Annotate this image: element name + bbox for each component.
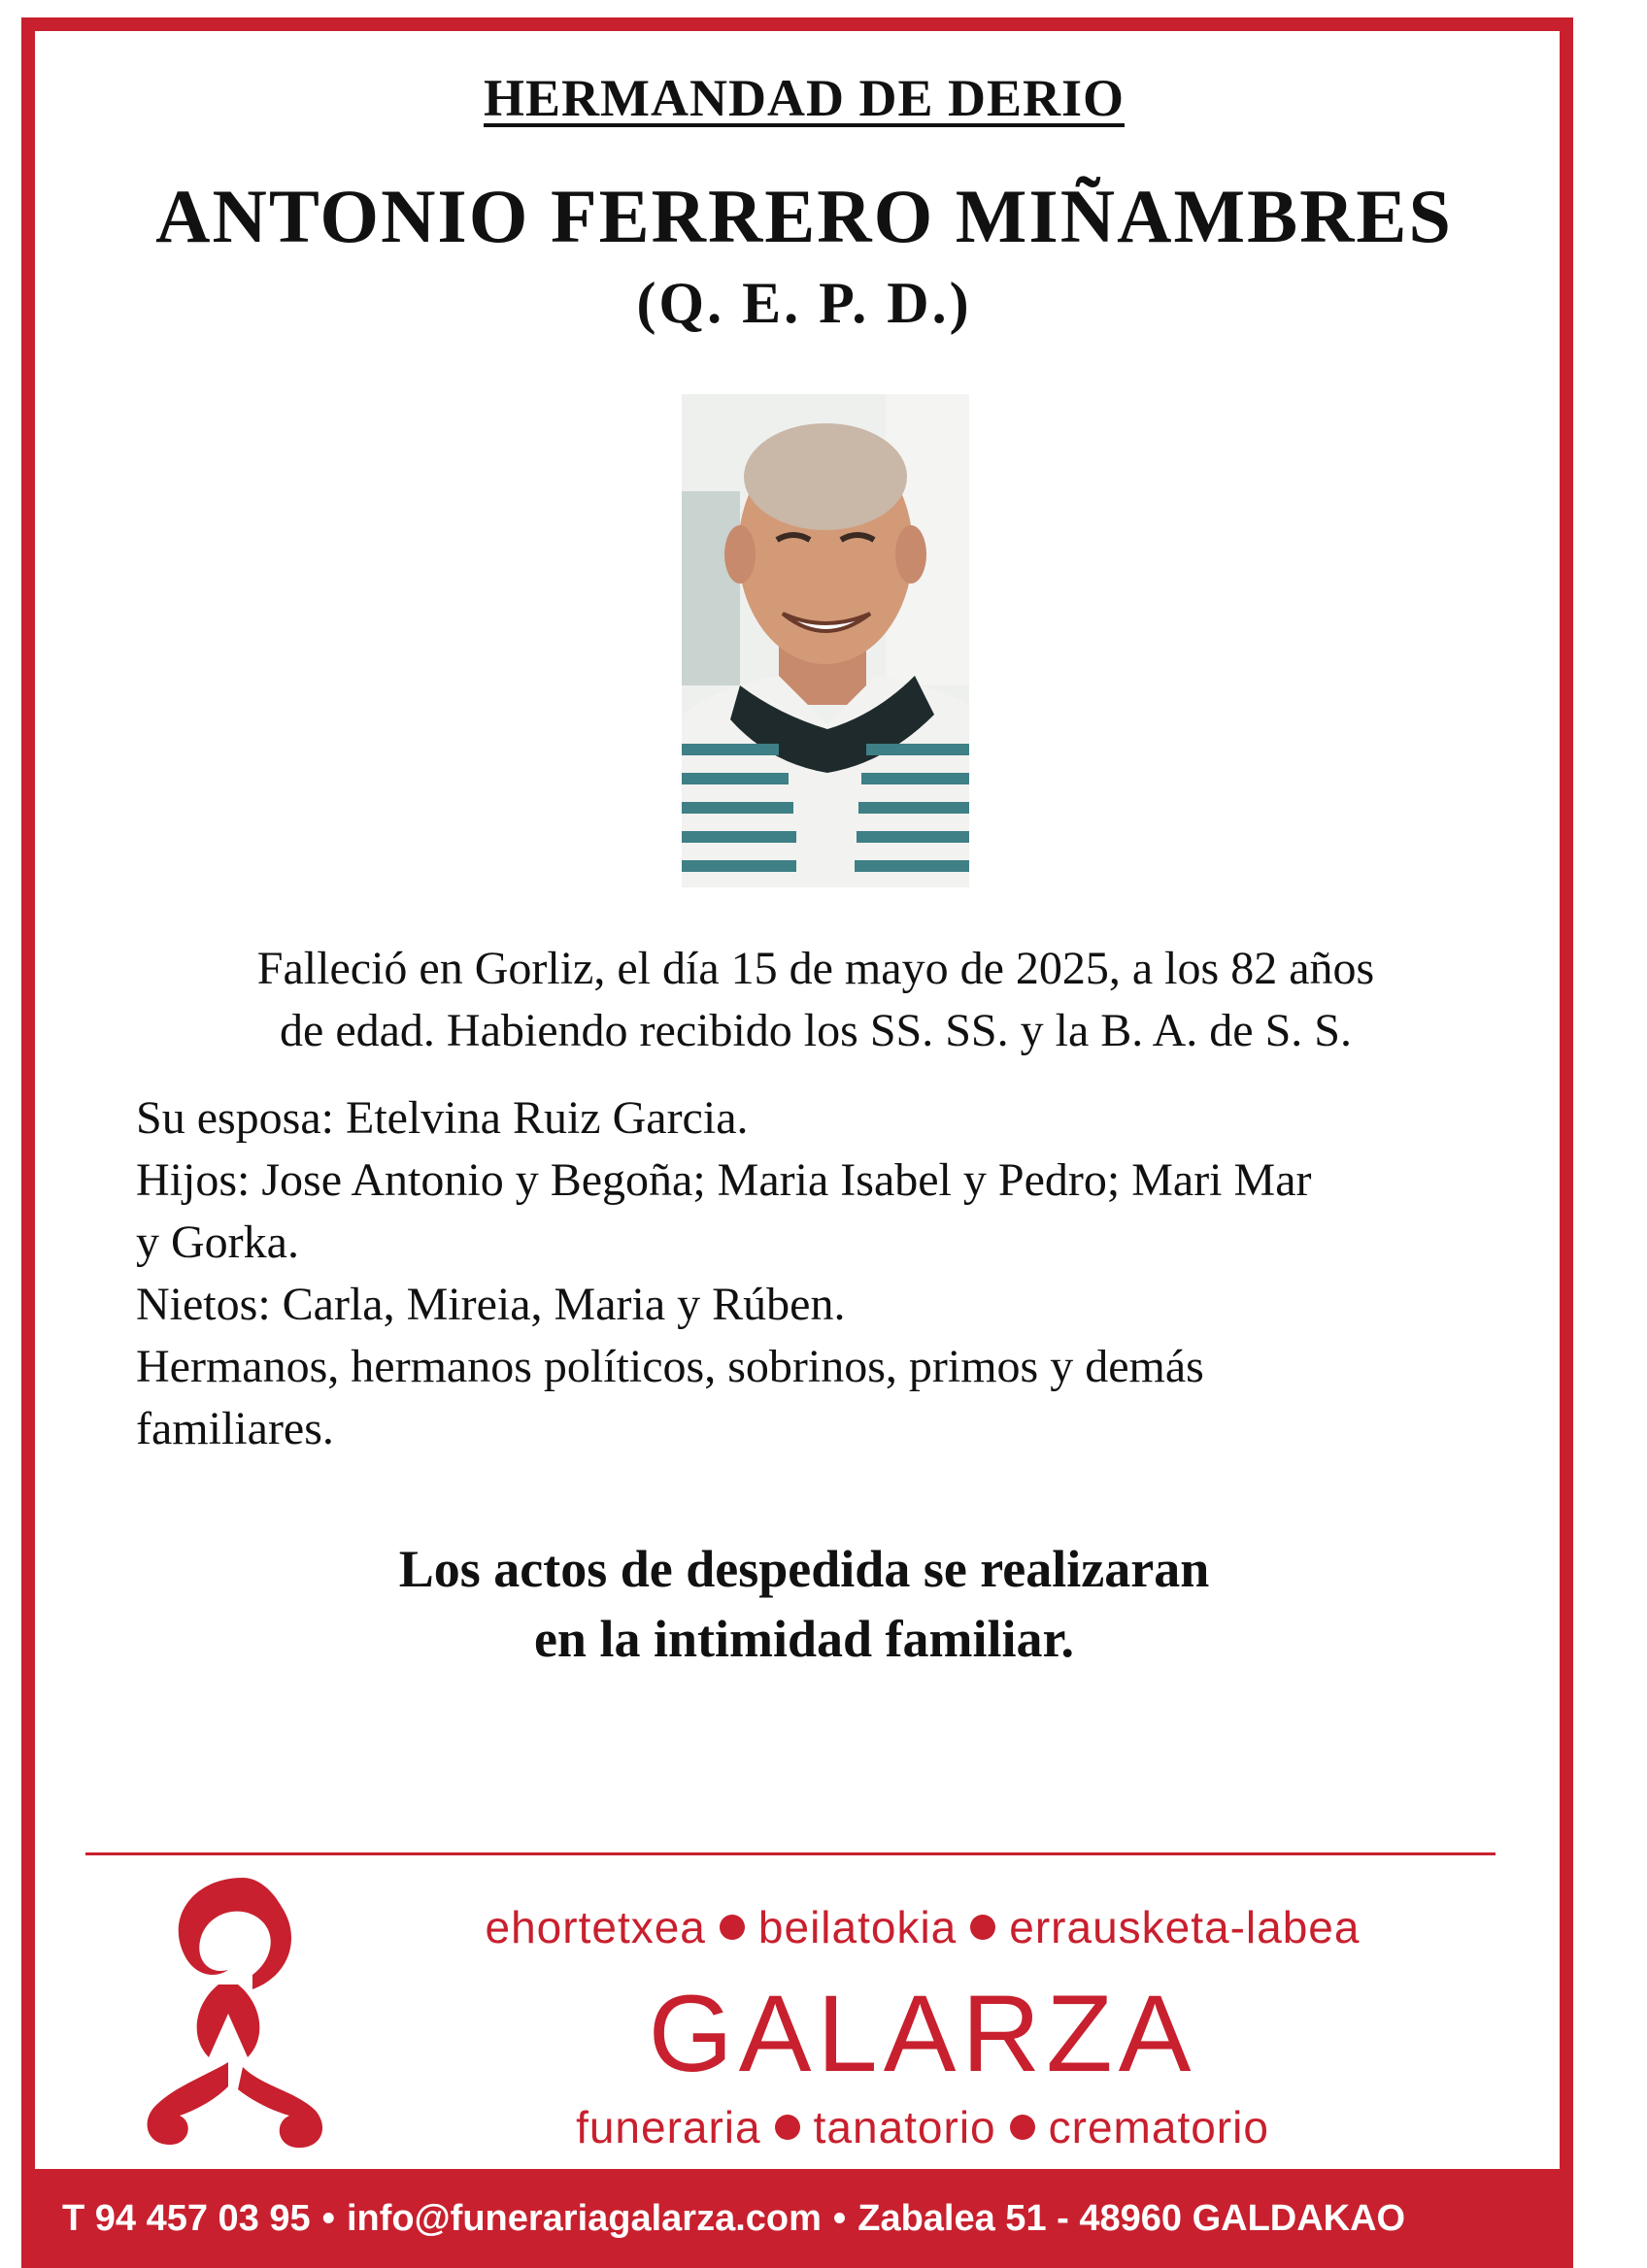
footer-phone: T 94 457 03 95 xyxy=(62,2198,311,2239)
relatives-line: Hermanos, hermanos políticos, sobrinos, primos y demás xyxy=(136,1341,1204,1392)
family-list xyxy=(136,1087,1515,1460)
footer-email: info@funerariagalarza.com xyxy=(346,2198,822,2239)
bullet-icon xyxy=(970,1915,995,1940)
divider xyxy=(85,1852,1496,1855)
footer-separator: • xyxy=(321,2198,335,2239)
farewell-line: Los actos de despedida se realizaran xyxy=(398,1540,1210,1598)
death-notice-line: de edad. Habiendo recibido los SS. SS. y la B. A. de S. S. xyxy=(280,1005,1352,1056)
portrait-image xyxy=(682,394,969,887)
tagline-item: crematorio xyxy=(1048,2102,1269,2152)
relatives-line-cont: familiares. xyxy=(136,1403,334,1454)
brand-name: GALARZA xyxy=(648,1973,1197,2094)
header xyxy=(35,68,1573,128)
footer-address: Zabalea 51 - 48960 GALDAKAO xyxy=(857,2198,1406,2239)
qepd-label: (Q. E. P. D.) xyxy=(636,271,972,335)
spouse-line: Su esposa: Etelvina Ruiz Garcia. xyxy=(136,1092,749,1144)
galarza-s-logo-icon xyxy=(136,1868,340,2151)
tagline-item: beilatokia xyxy=(757,1902,958,1952)
children-line-cont: y Gorka. xyxy=(136,1217,299,1268)
tagline-basque xyxy=(350,1901,1496,1953)
deceased-photo xyxy=(682,394,969,887)
deceased-name: ANTONIO FERRERO MIÑAMBRES xyxy=(155,174,1453,258)
death-notice xyxy=(136,938,1496,1062)
bullet-icon xyxy=(1010,2115,1035,2140)
tagline-item: errausketa-labea xyxy=(1009,1902,1361,1952)
tagline-item: ehortetxea xyxy=(485,1902,706,1952)
bullet-icon xyxy=(775,2115,800,2140)
farewell-message xyxy=(35,1534,1573,1674)
farewell-line: en la intimidad familiar. xyxy=(533,1610,1075,1668)
death-notice-line: Falleció en Gorliz, el día 15 de mayo de 2025, a los 82 años xyxy=(256,943,1375,994)
footer-separator: • xyxy=(832,2198,847,2239)
bullet-icon xyxy=(720,1915,745,1940)
grandchildren-line: Nietos: Carla, Mireia, Maria y Rúben. xyxy=(136,1279,846,1330)
tagline-item: tanatorio xyxy=(813,2102,996,2152)
contact-footer xyxy=(21,2169,1573,2268)
organization-title: HERMANDAD DE DERIO xyxy=(483,69,1125,127)
tagline-spanish xyxy=(350,2101,1496,2153)
children-line: Hijos: Jose Antonio y Begoña; Maria Isabel y Pedro; Mari Mar xyxy=(136,1154,1312,1206)
tagline-item: funeraria xyxy=(576,2102,761,2152)
